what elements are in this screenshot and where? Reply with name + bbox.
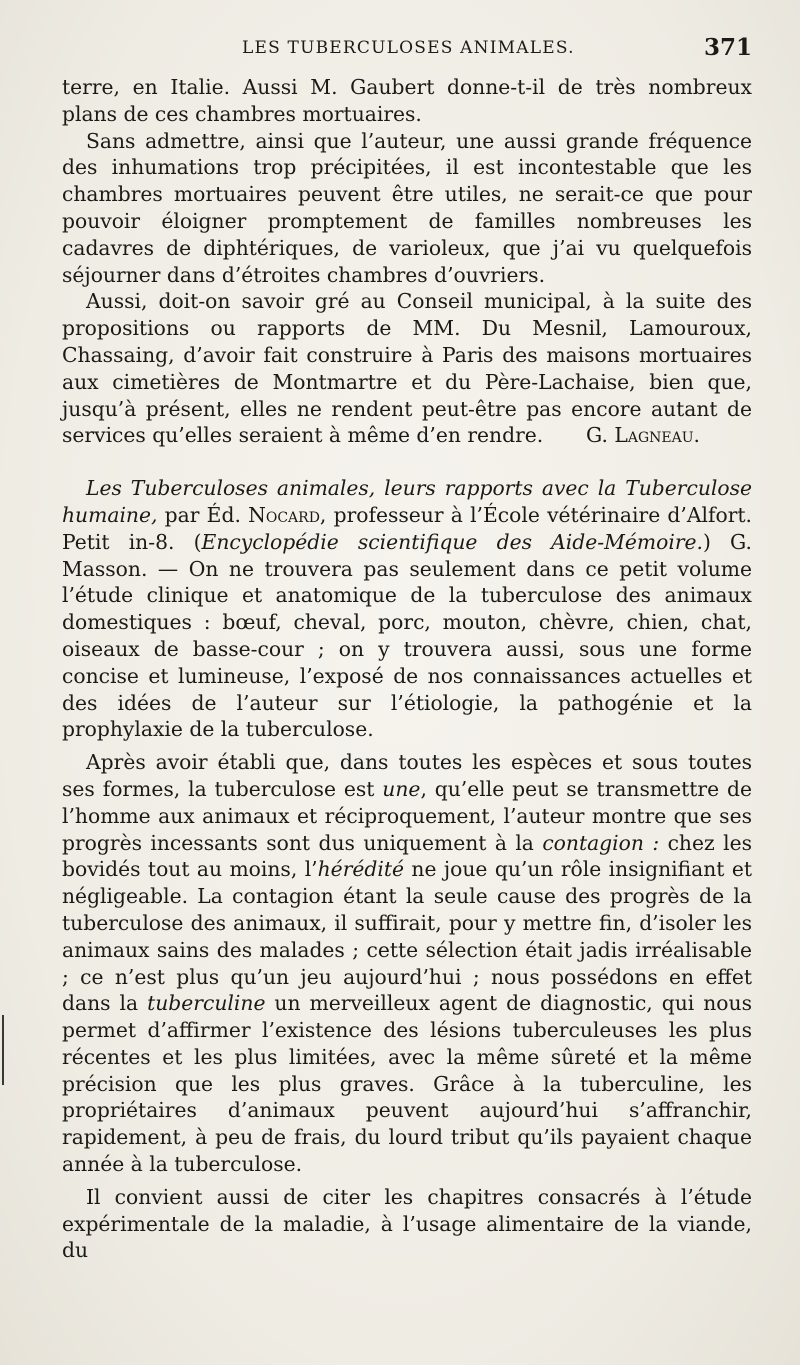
review-by: par Éd.: [164, 502, 241, 527]
review-body: ) G. Masson. — On ne trouvera pas seulement dans ce petit volume l’étude clinique et anatomique de la tuberculose des animaux domestiques : bœuf, cheval, porc, mouton, chèvre, chien, chat, oiseaux de basse-cour ; on y trouvera aussi, sous une forme concise et lumineuse, l’exposé de nos connaissances actuelles et des idées de l’auteur sur l’étiologie, la pathogénie et la prophylaxie de la tuberculose.: [62, 529, 752, 742]
emphasis-une: une: [382, 776, 421, 801]
emphasis-heredite: hérédité: [317, 857, 405, 882]
body-text: [62, 74, 752, 1264]
paragraph-mortuary-chambers: Sans admettre, ainsi que l’auteur, une aussi grande fréquence des inhumations trop précipitées, il est incontestable que les chambres mortuaires peuvent être utiles, ne serait-ce que pour pouvoir éloigner promptement de familles nombreuses les cadavres de diphtériques, de varioleux, que j’ai vu quelquefois séjourner dans d’étroites chambres d’ouvriers.: [62, 128, 752, 287]
review-paragraph: [62, 475, 752, 743]
section-gap: [62, 449, 752, 475]
text-run: ne joue qu’un rôle insignifiant et négligeable. La contagion étant la seule cause des progrès de la tuberculose des animaux, il suffirait, pour y mettre fin, d’isoler les animaux sains des malades ; cette sélection était jadis irréalisable ; ce n’est plus qu’un jeu aujourd’hui ; nous possédons en effet dans la: [62, 857, 752, 1016]
text-run: , qu’elle peut se transmettre de l’homme aux animaux et réciproquement, l’auteur montre que ses progrès incessants sont dus uniquement à la: [62, 776, 752, 855]
review-details: , professeur à l’École vétérinaire d’Alfort. Petit in-8. (: [62, 502, 752, 554]
page-header: [62, 32, 752, 72]
paragraph-chapters: Il convient aussi de citer les chapitres consacrés à l’étude expérimentale de la maladie, à l’usage alimentaire de la viande, du: [62, 1184, 752, 1263]
review-series: Encyclopédie scientifique des Aide-Mémoire.: [201, 529, 703, 554]
text-run: Après avoir établi que, dans toutes les espèces et sous toutes ses formes, la tuberculose est: [62, 750, 752, 801]
page-number: 371: [703, 34, 752, 61]
binding-edge-mark: [2, 1015, 4, 1085]
emphasis-tuberculine: tuberculine: [147, 991, 266, 1016]
running-title: LES TUBERCULOSES ANIMALES.: [242, 38, 575, 58]
paragraph-municipal-council: Aussi, doit-on savoir gré au Conseil municipal, à la suite des propositions ou rapports de MM. Du Mesnil, Lamouroux, Chassaing, d’avoir fait construire à Paris des maisons mortuaires aux cimetières de Montmartre et du Père-Lachaise, bien que, jusqu’à présent, elles ne rendent peut-être pas encore autant de services qu’elles seraient à même d’en rendre.: [62, 289, 752, 448]
text-run: un merveilleux agent de diagnostic, qui nous permet d’affirmer l’existence des lésions tuberculeuses les plus récentes et les plus limitées, avec la même sûreté et la même précision que les plus graves. Grâce à la tuberculine, les propriétaires d’animaux peuvent aujourd’hui s’affranchir, rapidement, à peu de frais, du lourd tribut qu’ils payaient chaque année à la tuberculose.: [62, 991, 752, 1177]
paragraph-contagion: [62, 749, 752, 1178]
text-run: chez les bovidés tout au moins, l’: [62, 830, 752, 882]
review-author: Nocard: [248, 502, 320, 527]
emphasis-contagion: contagion :: [542, 830, 660, 855]
paragraph-continuation: terre, en Italie. Aussi M. Gaubert donne-t-il de très nombreux plans de ces chambres mortuaires.: [62, 75, 752, 126]
review-book-title: Les Tuberculoses animales, leurs rapports avec la Tuberculose humaine,: [62, 476, 752, 527]
signature-name: G. Lagneau.: [586, 423, 700, 448]
